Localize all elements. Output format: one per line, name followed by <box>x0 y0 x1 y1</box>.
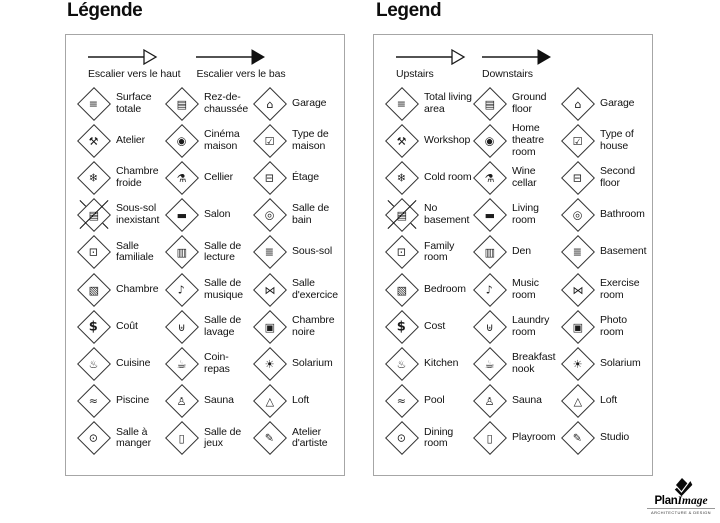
photo-room-icon: ▣ <box>254 310 286 344</box>
legend-item-label: Salle de jeux <box>204 425 242 450</box>
stair-arrows <box>374 35 652 80</box>
legend-item-label: Sauna <box>512 394 542 407</box>
legend-item <box>562 159 648 196</box>
second-floor-icon: ⊟ <box>254 161 286 195</box>
legend-item <box>386 85 474 122</box>
legend-item-label: Salle à manger <box>116 425 152 450</box>
legend-item <box>386 197 474 234</box>
kitchen-icon: ♨ <box>386 347 418 381</box>
legend-item <box>166 383 254 420</box>
den-icon: ▥ <box>474 235 506 269</box>
legend-item <box>78 271 166 308</box>
type-of-house-icon: ☑ <box>254 124 286 158</box>
legend-item-label: Home theatre room <box>512 122 544 158</box>
legend-item <box>166 159 254 196</box>
planimage-tagline: ARCHITECTURE & DESIGN <box>647 508 715 515</box>
legend-item <box>474 345 562 382</box>
solarium-icon: ☀ <box>562 347 594 381</box>
legend-item-label: Cost <box>424 319 446 332</box>
cold-room-icon: ❄ <box>386 161 418 195</box>
legend-grid <box>78 85 340 457</box>
basement-icon: ≣ <box>254 235 286 269</box>
legend-item-label: Laundry room <box>512 313 550 338</box>
legend-item-label: Second floor <box>600 165 636 189</box>
dining-room-icon: ⊙ <box>386 421 418 455</box>
legend-item <box>562 197 648 234</box>
legend-item <box>474 159 562 196</box>
legend-item-label: Coût <box>116 319 138 332</box>
cost-icon: $ <box>386 310 418 344</box>
bathroom-icon: ◎ <box>562 198 594 232</box>
legend-item-label: Exercise room <box>600 276 640 301</box>
legend-item <box>254 345 340 382</box>
stair-down-label: Escalier vers le bas <box>196 68 286 80</box>
cost-icon: $ <box>78 310 110 344</box>
stair-up-label: Escalier vers le haut <box>88 68 181 80</box>
page-title-english: Legend <box>376 0 442 21</box>
legend-item <box>474 234 562 271</box>
legend-item-label: Salle familiale <box>116 239 154 264</box>
ground-floor-icon: ▤ <box>166 87 198 121</box>
legend-item-label: Wine cellar <box>512 165 537 189</box>
legend-item-label: Surface totale <box>116 90 152 115</box>
planimage-logo <box>647 476 715 516</box>
legend-item-label: Salle d'exercice <box>292 276 338 301</box>
legend-item-label: Salle de lecture <box>204 239 242 264</box>
legend-item <box>562 383 648 420</box>
wine-cellar-icon: ⚗ <box>166 161 198 195</box>
legend-item-label: Solarium <box>292 357 333 370</box>
photo-room-icon: ▣ <box>562 310 594 344</box>
legend-item <box>386 420 474 457</box>
brand-plan: Plan <box>654 494 678 507</box>
stair-down-arrow-icon <box>196 49 266 65</box>
stair-down-arrow-icon <box>482 49 552 65</box>
legend-item-label: Coin-repas <box>204 351 230 375</box>
legend-item-label: Chambre <box>116 282 159 295</box>
stair-up-arrow-icon <box>88 49 158 65</box>
legend-item-label: Workshop <box>424 133 471 146</box>
legend-item <box>386 383 474 420</box>
legend-item-label: Basement <box>600 245 647 258</box>
legend-item <box>166 271 254 308</box>
legend-item <box>254 383 340 420</box>
ground-floor-icon: ▤ <box>474 87 506 121</box>
den-icon: ▥ <box>166 235 198 269</box>
legend-item <box>166 308 254 345</box>
legend-item-label: Loft <box>600 394 618 407</box>
legend-item-label: Rez-de-chaussée <box>204 90 249 115</box>
breakfast-nook-icon: ☕ <box>474 347 506 381</box>
legend-item <box>386 271 474 308</box>
basement-icon: ≣ <box>562 235 594 269</box>
legend-item-label: Type of house <box>600 128 634 152</box>
legend-item <box>78 122 166 159</box>
legend-item <box>562 420 648 457</box>
legend-item <box>474 308 562 345</box>
legend-item-label: Den <box>512 245 531 258</box>
legend-item-label: Living room <box>512 202 539 227</box>
pool-icon: ≈ <box>78 384 110 418</box>
legend-item <box>166 85 254 122</box>
legend-item-label: Chambre froide <box>116 165 159 189</box>
legend-item <box>78 345 166 382</box>
legend-panel-english <box>373 34 653 476</box>
legend-item <box>166 420 254 457</box>
legend-item <box>386 122 474 159</box>
home-theatre-icon: ◉ <box>166 124 198 158</box>
legend-item <box>562 234 648 271</box>
legend-item-label: Sauna <box>204 394 234 407</box>
no-basement-icon: ▤ <box>78 198 110 232</box>
studio-icon: ✎ <box>562 421 594 455</box>
legend-item <box>254 85 340 122</box>
stair-up-label: Upstairs <box>396 68 434 80</box>
garage-icon: ⌂ <box>254 87 286 121</box>
playroom-icon: ▯ <box>474 421 506 455</box>
legend-item-label: Cinéma maison <box>204 128 240 152</box>
legend-item-label: Salle de bain <box>292 202 330 227</box>
legend-item <box>562 345 648 382</box>
legend-item-label: Cuisine <box>116 357 151 370</box>
legend-item-label: Étage <box>292 171 319 184</box>
legend-item <box>474 383 562 420</box>
stair-down-group <box>196 49 285 80</box>
wine-cellar-icon: ⚗ <box>474 161 506 195</box>
legend-item <box>562 85 648 122</box>
loft-icon: △ <box>562 384 594 418</box>
exercise-room-icon: ⋈ <box>254 273 286 307</box>
kitchen-icon: ♨ <box>78 347 110 381</box>
legend-item-label: Atelier d'artiste <box>292 425 328 450</box>
legend-item-label: Playroom <box>512 431 556 444</box>
legend-item-label: Piscine <box>116 394 150 407</box>
legend-item-label: Salle de lavage <box>204 313 242 338</box>
legend-item <box>166 345 254 382</box>
legend-grid <box>386 85 648 457</box>
music-room-icon: ♪ <box>166 273 198 307</box>
legend-item <box>386 308 474 345</box>
legend-item-label: Garage <box>292 96 327 109</box>
legend-item-label: Salle de musique <box>204 276 243 301</box>
legend-item <box>166 122 254 159</box>
no-basement-icon: ▤ <box>386 198 418 232</box>
sauna-icon: ♙ <box>474 384 506 418</box>
legend-item <box>78 383 166 420</box>
legend-item-label: Salon <box>204 208 231 221</box>
living-room-icon: ▬ <box>166 198 198 232</box>
legend-item <box>386 159 474 196</box>
stair-up-group <box>396 49 466 80</box>
legend-item <box>254 271 340 308</box>
legend-item <box>78 197 166 234</box>
legend-item-label: Cold room <box>424 171 472 184</box>
stair-up-arrow-icon <box>396 49 466 65</box>
planimage-brand <box>647 496 715 508</box>
legend-item-label: Loft <box>292 394 310 407</box>
legend-item-label: Garage <box>600 96 635 109</box>
legend-item <box>474 85 562 122</box>
legend-panel-french <box>65 34 345 476</box>
workshop-icon: ⚒ <box>78 124 110 158</box>
laundry-room-icon: ⊎ <box>166 310 198 344</box>
legend-item <box>78 234 166 271</box>
legend-item <box>562 122 648 159</box>
legend-item <box>254 122 340 159</box>
legend-item <box>562 271 648 308</box>
stair-up-group <box>88 49 180 80</box>
legend-item <box>254 159 340 196</box>
legend-item-label: Type de maison <box>292 128 329 152</box>
legend-item-label: Sous-sol <box>292 245 333 258</box>
dining-room-icon: ⊙ <box>78 421 110 455</box>
home-theatre-icon: ◉ <box>474 124 506 158</box>
legend-item-label: Atelier <box>116 133 146 146</box>
second-floor-icon: ⊟ <box>562 161 594 195</box>
legend-item <box>386 234 474 271</box>
legend-item-label: Ground floor <box>512 90 547 115</box>
workshop-icon: ⚒ <box>386 124 418 158</box>
solarium-icon: ☀ <box>254 347 286 381</box>
legend-item-label: Family room <box>424 239 455 264</box>
brand-image: Image <box>677 494 708 507</box>
music-room-icon: ♪ <box>474 273 506 307</box>
bedroom-icon: ▧ <box>386 273 418 307</box>
laundry-room-icon: ⊎ <box>474 310 506 344</box>
legend-item-label: Bathroom <box>600 208 645 221</box>
legend-item-label: Cellier <box>204 171 234 184</box>
legend-item <box>254 197 340 234</box>
page-title-french: Légende <box>67 0 143 21</box>
legend-item <box>166 234 254 271</box>
pool-icon: ≈ <box>386 384 418 418</box>
legend-item <box>474 122 562 159</box>
total-living-area-icon: ≡ <box>78 87 110 121</box>
legend-item <box>78 308 166 345</box>
legend-item-label: No basement <box>424 202 470 227</box>
family-room-icon: ⊡ <box>386 235 418 269</box>
legend-item-label: Photo room <box>600 313 627 338</box>
studio-icon: ✎ <box>254 421 286 455</box>
legend-item <box>254 308 340 345</box>
legend-item-label: Breakfast nook <box>512 351 556 375</box>
legend-item-label: Pool <box>424 394 445 407</box>
legend-item-label: Music room <box>512 276 539 301</box>
playroom-icon: ▯ <box>166 421 198 455</box>
legend-item <box>386 345 474 382</box>
legend-item <box>474 197 562 234</box>
bedroom-icon: ▧ <box>78 273 110 307</box>
exercise-room-icon: ⋈ <box>562 273 594 307</box>
stair-down-label: Downstairs <box>482 68 533 80</box>
loft-icon: △ <box>254 384 286 418</box>
legend-item-label: Kitchen <box>424 357 459 370</box>
legend-item-label: Dining room <box>424 425 454 450</box>
total-living-area-icon: ≡ <box>386 87 418 121</box>
legend-item-label: Chambre noire <box>292 313 335 338</box>
garage-icon: ⌂ <box>562 87 594 121</box>
legend-item-label: Sous-sol inexistant <box>116 202 160 227</box>
living-room-icon: ▬ <box>474 198 506 232</box>
sauna-icon: ♙ <box>166 384 198 418</box>
legend-item <box>78 420 166 457</box>
type-of-house-icon: ☑ <box>562 124 594 158</box>
legend-item <box>474 420 562 457</box>
breakfast-nook-icon: ☕ <box>166 347 198 381</box>
legend-item-label: Solarium <box>600 357 641 370</box>
legend-item-label: Studio <box>600 431 630 444</box>
cold-room-icon: ❄ <box>78 161 110 195</box>
legend-item <box>562 308 648 345</box>
stair-arrows <box>66 35 344 80</box>
legend-item-label: Total living area <box>424 90 472 115</box>
bathroom-icon: ◎ <box>254 198 286 232</box>
legend-item-label: Bedroom <box>424 282 466 295</box>
stair-down-group <box>482 49 552 80</box>
legend-item <box>254 420 340 457</box>
legend-item <box>254 234 340 271</box>
legend-item <box>474 271 562 308</box>
legend-item <box>78 85 166 122</box>
legend-item <box>78 159 166 196</box>
family-room-icon: ⊡ <box>78 235 110 269</box>
legend-item <box>166 197 254 234</box>
